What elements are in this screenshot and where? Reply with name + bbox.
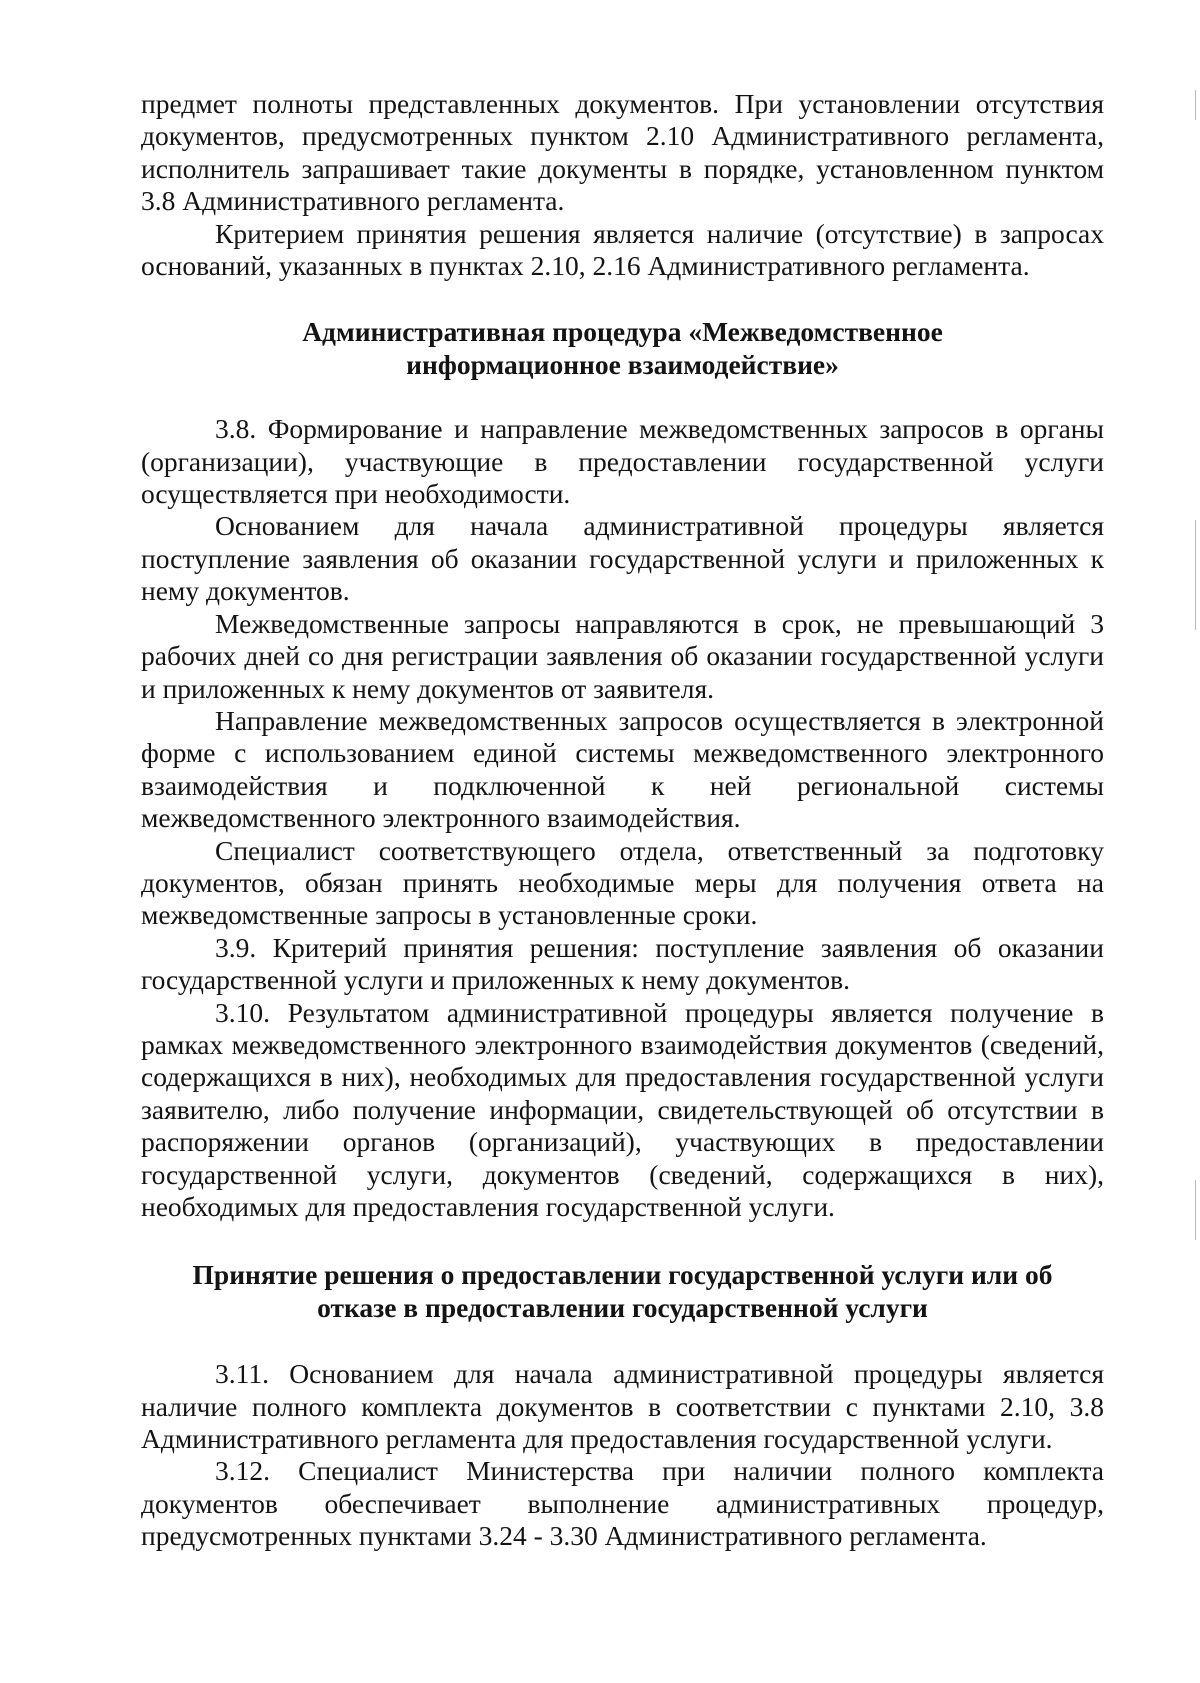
heading-line: отказе в предоставлении государственной услуги <box>317 1291 928 1323</box>
paragraph-decision-criterion: Критерием принятия решения является наличие (отсутствие) в запросах оснований, указанных в пунктах 2.10, 2.16 Административного регламента. <box>141 217 1104 282</box>
paragraph-3-11: 3.11. Основанием для начала административной процедуры является наличие полного комплекта документов в соответствии с пунктами 2.10, 3.8 Административного регламента для предоставления государственной услуги. <box>141 1358 1104 1455</box>
paragraph-3-10: 3.10. Результатом административной процедуры является получение в рамках межведомственного электронного взаимодействия документов (сведений, содержащихся в них), необходимых для предоставления государственной услуги заявителю, либо получение информации, свидетельствующей об отсутствии в распоряжении органов (организаций), участвующих в предоставлении государственной услуги, документов (сведений, содержащихся в них), необходимых для предоставления государственной услуги. <box>141 996 1104 1222</box>
paragraph-3-8: 3.8. Формирование и направление межведомственных запросов в органы (организации), участвующие в предоставлении государственной услуги осуществляется при необходимости. <box>141 413 1104 510</box>
document-body <box>141 88 1104 1553</box>
section-heading-decision <box>141 1259 1104 1324</box>
paragraph-3-9: 3.9. Критерий принятия решения: поступление заявления об оказании государственной услуги и приложенных к нему документов. <box>141 931 1104 996</box>
heading-line: информационное взаимодействие» <box>406 348 839 380</box>
paragraph-electronic-form: Направление межведомственных запросов осуществляется в электронной форме с использованием единой системы межведомственного электронного взаимодействия и подключенной к ней региональной системы межведомственного электронного взаимодействия. <box>141 704 1104 834</box>
paragraph-basis: Основанием для начала административной процедуры является поступление заявления об оказании государственной услуги и приложенных к нему документов. <box>141 510 1104 607</box>
scan-edge-mark <box>1195 520 1196 630</box>
section-heading-interagency <box>141 316 1104 381</box>
heading-line: Административная процедура «Межведомственное <box>302 316 943 348</box>
scan-edge-mark <box>1195 1180 1196 1240</box>
paragraph-3-12: 3.12. Специалист Министерства при наличии полного комплекта документов обеспечивает выполнение административных процедур, предусмотренных пунктами 3.24 - 3.30 Административного регламента. <box>141 1455 1104 1552</box>
paragraph-deadline: Межведомственные запросы направляются в срок, не превышающий 3 рабочих дней со дня регистрации заявления об оказании государственной услуги и приложенных к нему документов от заявителя. <box>141 607 1104 704</box>
heading-line: Принятие решения о предоставлении государственной услуги или об <box>192 1259 1053 1291</box>
paragraph-specialist: Специалист соответствующего отдела, ответственный за подготовку документов, обязан принять необходимые меры для получения ответа на межведомственные запросы в установленные сроки. <box>141 834 1104 931</box>
paragraph-continuation: предмет полноты представленных документов. При установлении отсутствия документов, предусмотренных пунктом 2.10 Административного регламента, исполнитель запрашивает такие документы в порядке, установленном пунктом 3.8 Административного регламента. <box>141 88 1104 217</box>
scan-edge-mark <box>1195 90 1196 120</box>
